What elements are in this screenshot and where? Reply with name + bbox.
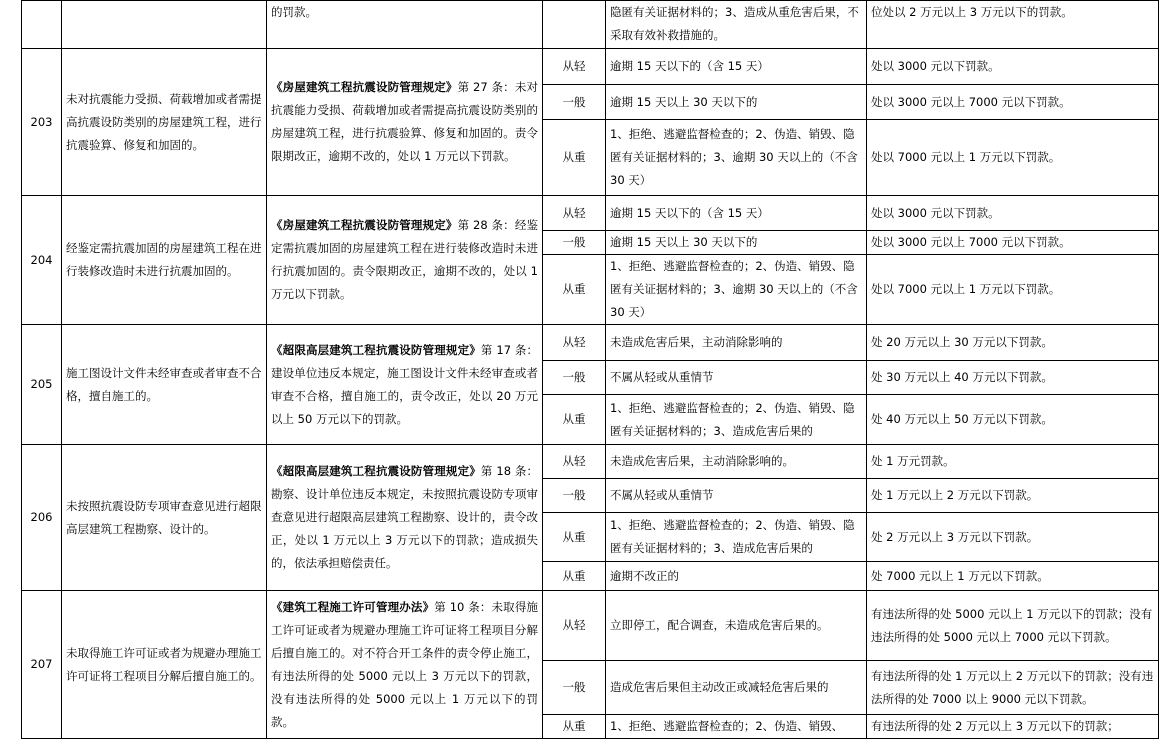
- level-cell: 从重: [543, 715, 606, 739]
- level-cell: 从轻: [543, 49, 606, 85]
- row-number: 203: [22, 49, 62, 196]
- row-number: 204: [22, 196, 62, 325]
- law-title: 《房屋建筑工程抗震设防管理规定》: [271, 80, 458, 94]
- penalty-cell: 处以 3000 元以下罚款。: [867, 49, 1159, 85]
- law-title: 《超限高层建筑工程抗震设防管理规定》: [271, 342, 481, 357]
- circumstance-cell: 1、拒绝、逃避监督检查的；2、伪造、销毁、隐匿有关证据材料的；3、逾期 30 天以上的（不含 30 天）: [606, 255, 867, 325]
- basis-cell: 《超限高层建筑工程抗震设防管理规定》第 17 条：建设单位违反本规定，施工图设计文件未经审查或者审查不合格，擅自施工的，责令改正，处以 20 万元以上 50 万元以下的罚款。: [267, 325, 543, 445]
- circumstance-cell: 逾期 15 天以上 30 天以下的: [606, 85, 867, 120]
- penalty-cell: 有违法所得的处 5000 元以上 1 万元以下的罚款；没有违法所得的处 5000 元以上 7000 元以下罚款。: [867, 591, 1159, 661]
- circumstance-cell: 1、拒绝、逃避监督检查的；2、伪造、销毁、隐匿有关证据材料的；3、造成危害后果的: [606, 395, 867, 445]
- circumstance-cell: 1、拒绝、逃避监督检查的；2、伪造、销毁、隐匿有关证据材料的；3、逾期 30 天以上的（不含 30 天）: [606, 120, 867, 196]
- circumstance-cell: 逾期 15 天以下的（含 15 天）: [606, 49, 867, 85]
- law-title: 《建筑工程施工许可管理办法》: [271, 599, 435, 614]
- circumstance-cell: 不属从轻或从重情节: [606, 479, 867, 513]
- level-cell: 一般: [543, 661, 606, 715]
- level-cell: [543, 1, 606, 49]
- table-row: [22, 196, 1159, 231]
- penalty-cell: 处 2 万元以上 3 万元以下罚款。: [867, 513, 1159, 562]
- penalty-cell: 处 1 万元罚款。: [867, 445, 1159, 479]
- table-row: [22, 1, 1159, 49]
- violation-cell: 经鉴定需抗震加固的房屋建筑工程在进行装修改造时未进行抗震加固的。: [62, 196, 267, 325]
- penalty-cell: 处 20 万元以上 30 万元以下罚款。: [867, 325, 1159, 361]
- penalty-cell: 有违法所得的处 2 万元以上 3 万元以下的罚款；: [867, 715, 1159, 739]
- level-cell: 从重: [543, 120, 606, 196]
- circumstance-cell: 1、拒绝、逃避监督检查的；2、伪造、销毁、隐匿有关证据材料的；3、造成危害后果的: [606, 513, 867, 562]
- row-number: 206: [22, 445, 62, 591]
- circumstance-cell: 逾期 15 天以下的（含 15 天）: [606, 196, 867, 231]
- law-title: 《超限高层建筑工程抗震设防管理规定》: [271, 464, 481, 478]
- row-number: [22, 1, 62, 49]
- penalty-cell: 处 1 万元以上 2 万元以下罚款。: [867, 479, 1159, 513]
- penalty-cell: 处以 7000 元以上 1 万元以下罚款。: [867, 120, 1159, 196]
- penalty-cell: 有违法所得的处 1 万元以上 2 万元以下的罚款；没有违法所得的处 7000 以上 9000 元以下罚款。: [867, 661, 1159, 715]
- penalty-cell: 处 30 万元以上 40 万元以下罚款。: [867, 361, 1159, 395]
- circumstance-cell: 不属从轻或从重情节: [606, 361, 867, 395]
- level-cell: 从重: [543, 395, 606, 445]
- penalty-table: [21, 0, 1159, 739]
- violation-cell: 未按照抗震设防专项审查意见进行超限高层建筑工程勘察、设计的。: [62, 445, 267, 591]
- circumstance-cell: 未造成危害后果，主动消除影响的: [606, 325, 867, 361]
- level-cell: 从重: [543, 513, 606, 562]
- penalty-cell: 处 40 万元以上 50 万元以下罚款。: [867, 395, 1159, 445]
- level-cell: 从轻: [543, 445, 606, 479]
- penalty-cell: 处以 3000 元以上 7000 元以下罚款。: [867, 85, 1159, 120]
- violation-cell: [62, 1, 267, 49]
- circumstance-cell: 隐匿有关证据材料的；3、造成从重危害后果，不采取有效补救措施的。: [606, 1, 867, 49]
- violation-cell: 未取得施工许可证或者为规避办理施工许可证将工程项目分解后擅自施工的。: [62, 591, 267, 739]
- table-row: [22, 325, 1159, 361]
- level-cell: 从重: [543, 562, 606, 591]
- level-cell: 从轻: [543, 591, 606, 661]
- penalty-cell: 处以 3000 元以下罚款。: [867, 196, 1159, 231]
- circumstance-cell: 未造成危害后果，主动消除影响的。: [606, 445, 867, 479]
- table-row: [22, 49, 1159, 85]
- basis-cell: 《建筑工程施工许可管理办法》第 10 条：未取得施工许可证或者为规避办理施工许可证将工程项目分解后擅自施工的。对不符合开工条件的责令停止施工，有违法所得的处 5000 元以上 3 万元以下的罚款，没有违法所得的处 5000 元以上 1 万元以下的罚款。: [267, 591, 543, 739]
- circumstance-cell: 立即停工，配合调查，未造成危害后果的。: [606, 591, 867, 661]
- level-cell: 一般: [543, 85, 606, 120]
- level-cell: 从轻: [543, 325, 606, 361]
- level-cell: 从轻: [543, 196, 606, 231]
- circumstance-cell: 逾期不改正的: [606, 562, 867, 591]
- level-cell: 从重: [543, 255, 606, 325]
- basis-cell: 《房屋建筑工程抗震设防管理规定》第 27 条：未对抗震能力受损、荷载增加或者需提高抗震设防类别的房屋建筑工程，进行抗震验算、修复和加固的。责令限期改正，逾期不改的，处以 1 万元以下罚款。: [267, 49, 543, 196]
- circumstance-cell: 造成危害后果但主动改正或减轻危害后果的: [606, 661, 867, 715]
- table-row: [22, 591, 1159, 661]
- penalty-cell: 处以 7000 元以上 1 万元以下罚款。: [867, 255, 1159, 325]
- penalty-cell: 处以 3000 元以上 7000 元以下罚款。: [867, 231, 1159, 255]
- basis-cell: 《房屋建筑工程抗震设防管理规定》第 28 条：经鉴定需抗震加固的房屋建筑工程在进行装修改造时未进行抗震加固的。责令限期改正，逾期不改的，处以 1 万元以下罚款。: [267, 196, 543, 325]
- penalty-cell: 处 7000 元以上 1 万元以下罚款。: [867, 562, 1159, 591]
- table-row: [22, 445, 1159, 479]
- violation-cell: 未对抗震能力受损、荷载增加或者需提高抗震设防类别的房屋建筑工程，进行抗震验算、修复和加固的。: [62, 49, 267, 196]
- circumstance-cell: 1、拒绝、逃避监督检查的；2、伪造、销毁、: [606, 715, 867, 739]
- basis-cell: 《超限高层建筑工程抗震设防管理规定》第 18 条：勘察、设计单位违反本规定，未按照抗震设防专项审查意见进行超限高层建筑工程勘察、设计的，责令改正，处以 1 万元以上 3 万元以下的罚款；造成损失的，依法承担赔偿责任。: [267, 445, 543, 591]
- violation-cell: 施工图设计文件未经审查或者审查不合格，擅自施工的。: [62, 325, 267, 445]
- level-cell: 一般: [543, 479, 606, 513]
- level-cell: 一般: [543, 361, 606, 395]
- circumstance-cell: 逾期 15 天以上 30 天以下的: [606, 231, 867, 255]
- penalty-cell: 位处以 2 万元以上 3 万元以下的罚款。: [867, 1, 1159, 49]
- level-cell: 一般: [543, 231, 606, 255]
- basis-cell: 的罚款。: [267, 1, 543, 49]
- row-number: 205: [22, 325, 62, 445]
- row-number: 207: [22, 591, 62, 739]
- law-title: 《房屋建筑工程抗震设防管理规定》: [271, 218, 458, 232]
